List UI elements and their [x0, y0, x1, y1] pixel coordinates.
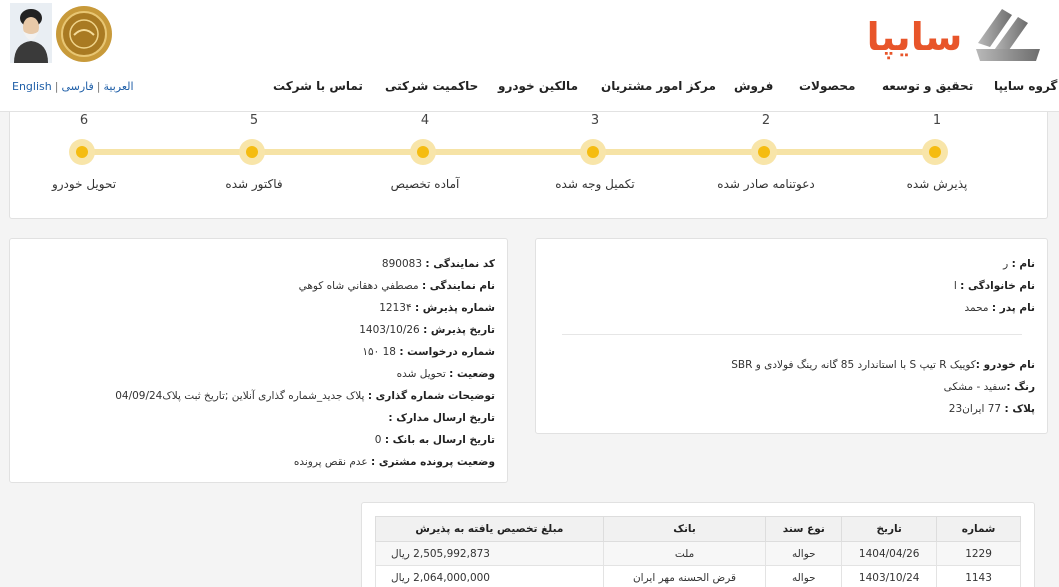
payments-table: [375, 516, 1021, 587]
progress-track: [85, 149, 940, 155]
step-label: آماده تخصیص: [390, 177, 460, 191]
step-label: تحویل خودرو: [51, 177, 117, 191]
order-info-card: [9, 238, 508, 483]
bank-date-row: تاریخ ارسال به بانک : 0: [374, 434, 495, 446]
col-amount: مبلغ تخصیص یافته به پذیرش: [376, 517, 604, 542]
step-dot: [922, 139, 948, 165]
col-bank: بانک: [603, 517, 766, 542]
step-label: پذیرش شده: [906, 177, 968, 191]
reception-number-row: شماره پذیرش : 1213۴: [379, 302, 495, 314]
step-dot: [69, 139, 95, 165]
car-name-row: نام خودرو :کوییک R تیپ S با استاندارد 85 گانه رینگ فولادی و SBR: [731, 359, 1035, 371]
last-name-row: نام خانوادگی : ا: [953, 280, 1035, 292]
first-name-row: نام : ر: [1003, 258, 1035, 270]
docs-date-row: تاریخ ارسال مدارک :: [388, 412, 495, 424]
status-row: وضعیت : تحویل شده: [396, 368, 495, 380]
request-number-row: شماره درخواست : 18 ۱۵۰: [362, 346, 495, 358]
reception-date-row: تاریخ پذیرش : 1403/10/26: [359, 324, 495, 336]
customer-info-card: [535, 238, 1048, 434]
step-number: 6: [79, 113, 89, 128]
rep-code-row: کد نمایندگی : 890083: [381, 258, 495, 270]
site-header: [0, 0, 1059, 112]
leader-portrait-icon: [10, 3, 52, 63]
step-label: دعوتنامه صادر شده: [717, 177, 815, 191]
table-header-row: [376, 517, 1021, 542]
cell-number: 1143: [937, 566, 1021, 587]
nav-products[interactable]: محصولات: [799, 79, 856, 93]
saipa-logo-text[interactable]: سایپا: [866, 15, 963, 59]
col-number: شماره: [937, 517, 1021, 542]
payments-card: [361, 502, 1035, 587]
plate-row: پلاک : 77 ایران23: [948, 403, 1035, 415]
step-number: 5: [249, 113, 259, 128]
lang-farsi[interactable]: فارسی: [61, 80, 94, 93]
divider: [562, 334, 1022, 335]
nav-car-owners[interactable]: مالکین خودرو: [498, 79, 578, 93]
cell-date: 1403/10/24: [842, 566, 937, 587]
col-doc-type: نوع سند: [766, 517, 842, 542]
cell-doc-type: حواله: [766, 542, 842, 566]
cell-amount: 2,064,000,000 ریال: [376, 566, 604, 587]
nav-saipa-group[interactable]: گروه سایپا: [994, 79, 1058, 93]
step-dot: [580, 139, 606, 165]
cell-number: 1229: [937, 542, 1021, 566]
col-date: تاریخ: [842, 517, 937, 542]
main-nav: [270, 79, 1058, 97]
file-status-row: وضعیت پرونده مشتری : عدم نقص پرونده: [293, 456, 495, 468]
nav-contact[interactable]: تماس با شرکت: [273, 79, 363, 93]
step-dot: [410, 139, 436, 165]
step-number: 4: [420, 113, 430, 128]
saipa-logo-icon[interactable]: [972, 3, 1044, 67]
cell-date: 1404/04/26: [842, 542, 937, 566]
table-row: [376, 542, 1021, 566]
rep-name-row: نام نمایندگی : مصطفي دهقاني شاه کوهي: [298, 280, 495, 292]
nav-customer-center[interactable]: مرکز امور مشتریان: [601, 79, 716, 93]
nav-governance[interactable]: حاکمیت شرکتی: [385, 79, 479, 93]
nav-sales[interactable]: فروش: [734, 79, 774, 93]
step-label: تکمیل وجه شده: [555, 177, 635, 191]
cell-doc-type: حواله: [766, 566, 842, 587]
cell-amount: 2,505,992,873 ریال: [376, 542, 604, 566]
step-number: 1: [932, 113, 942, 128]
nav-research[interactable]: تحقیق و توسعه: [882, 79, 974, 93]
step-number: 2: [761, 113, 771, 128]
plate-desc-row: توضیحات شماره گذاری : پلاک جدید_شماره گذاری آنلاین ;تاریخ ثبت پلاک04/09/24: [115, 390, 495, 402]
order-progress: [9, 112, 1048, 219]
step-number: 3: [590, 113, 600, 128]
lang-english[interactable]: English: [12, 80, 52, 93]
language-switcher: English | العربية|فارسی: [12, 80, 134, 93]
cell-bank: قرض الحسنه مهر ایران: [603, 566, 766, 587]
cell-bank: ملت: [603, 542, 766, 566]
lang-arabic[interactable]: العربية: [103, 80, 134, 93]
car-color-row: رنگ :سفید - مشکی: [943, 381, 1035, 393]
step-label: فاکتور شده: [225, 177, 283, 191]
gold-emblem-icon: [55, 5, 113, 63]
table-row: [376, 566, 1021, 587]
step-dot: [751, 139, 777, 165]
step-dot: [239, 139, 265, 165]
father-name-row: نام پدر : محمد: [964, 302, 1035, 314]
